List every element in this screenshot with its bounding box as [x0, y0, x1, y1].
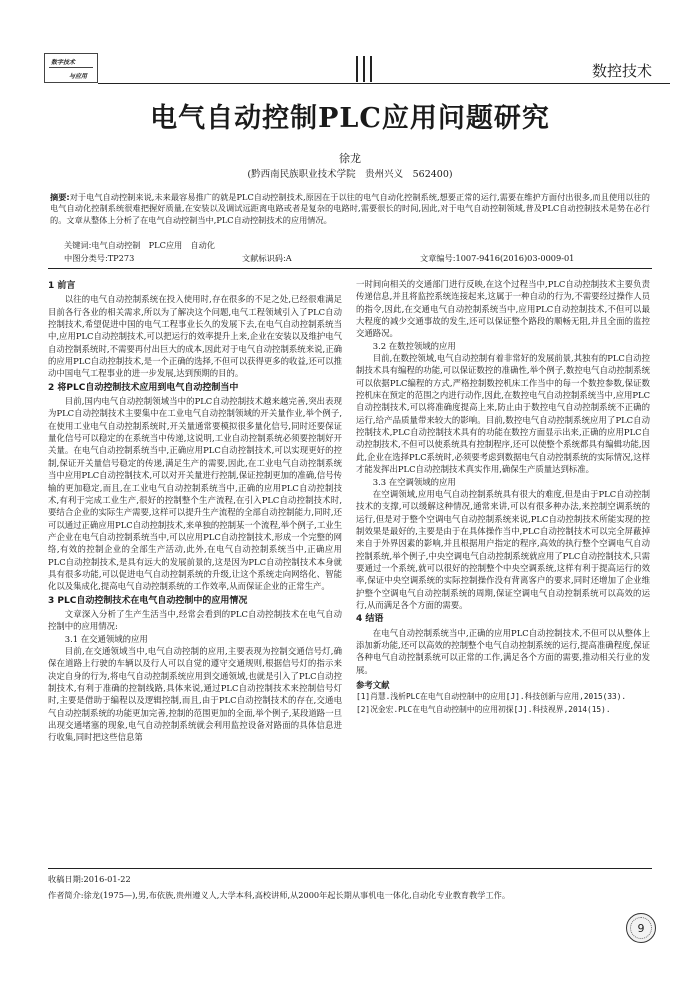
journal-logo — [44, 53, 98, 83]
reference-2: [2]况金宏.PLC在电气自动控制中的应用初探[J].科技视界,2014(15). — [356, 704, 611, 714]
section-heading-4: 4 结语 — [356, 614, 384, 625]
paragraph: 目前,在数控领域,电气自动控制有着非常好的发展前景,其独有的PLC自动控制技术具有编程的功能,可以保证数控的准确性,举个例子,数控电气自动控制系统可以依据PLC编程的方式,严格控制数控机床工作当中的每一个数控参数,保证数控机床在预定的范围之内进行动作,因此,在数控电气自动控制系统当中,应用PLC自动控制技术,可以将准确度提高上来,防止由于数控电气自动控制系统不正确的运行,给产品质量带来较大的影响。目前,数控电气自动控制系统应用了PLC自动控制技术,PLC自动控制技术具有的功能在数控方面显示出来,正确的应用PLC自动控制技术,不但可以使系统具有控制程序,还可以使整个系统都具有编辑功能,因此,企业在选择PLC系统时,必须要考虑到数据电气自动控制系统的实际情况,这样才能发挥出PLC自动控制技术真实作用,确保生产质量达到标准。 — [356, 353, 650, 475]
article-no-value: 1007-9416(2016)03-0009-01 — [455, 253, 575, 263]
paragraph: 在电气自动控制系统当中,正确的应用PLC自动控制技术,不但可以从整体上添加新功能,还可以高效的控制整个电气自动控制系统的运行,提高准确程度,保证各种电气自动控制系统可以正常的工作,满足各个方面的需要,推动相关行业的发展。 — [356, 627, 650, 675]
paper-title: 电气自动控制PLC应用问题研究 — [150, 103, 550, 134]
doc-code-value: A — [285, 253, 292, 263]
paragraph: 文章深入分析了生产生活当中,经常会看到的PLC自动控制技术在电气自动控制中的应用情况: — [48, 608, 342, 632]
subsection-heading-3-2: 3.2 在数控领域的应用 — [372, 340, 456, 351]
clc-number — [64, 253, 134, 264]
page-number: 9 — [637, 922, 645, 935]
document-code — [242, 253, 292, 264]
paragraph: 目前,在交通领域当中,电气自动控制的应用,主要表现为控制交通信号灯,确保在道路上行驶的车辆以及行人可以自觉的遵守交通规则,根据信号灯的指示来决定自身的行为,将电气自动控制系统应用到交通领域,也就是引入了PLC自动控制技术,有利于准确的控制线路,具体来说,通过PLC自动控制技术来控制信号灯时,主要是借助于编程以及逻辑控制,而且,由于PLC自动控制技术的存在,交通电气自动控制系统的功能更加完善,控制的范围更加的全面,举个例子,某段道路一旦出现交通堵塞的现象,电气自动控制系统就会利用监控设备对路面的具体信息进行收集,同时把这些信息第 — [48, 645, 342, 743]
left-column — [48, 278, 342, 744]
references-title: 参考文献 — [356, 680, 390, 690]
keywords — [64, 240, 215, 251]
abstract — [50, 192, 650, 226]
article-number — [420, 253, 574, 264]
section-name: 数控技术 — [591, 62, 652, 80]
subsection-heading-3-3: 3.3 在空调领域的应用 — [372, 476, 456, 487]
keywords-label: 关键词: — [64, 240, 92, 250]
header-bars-ornament — [356, 56, 376, 82]
right-column — [356, 278, 650, 716]
paragraph: 以往的电气自动控制系统在投入使用时,存在很多的不足之处,已经很难满足目前各行各业的相关需求,所以为了解决这个问题,电气工程领域引入了PLC自动控制技术,希望促进中国的电气工程事业长久的发展下去,在电气自动控制系统当中,应用PLC自动控制技术,可以把运行的效率提升上来,企业在安装以及维护电气自动控制系统时,不需要再付出巨大的成本,因此对于电气自动控制系统来说,正确的应用PLC自动控制技术,是一个正确的选择,不但可以获得更多的收益,还可以推动中国电气工程事业的进一步发展,达到预期的目的。 — [48, 294, 342, 379]
keywords-text: 电气自动控制 PLC应用 自动化 — [91, 240, 215, 250]
reference-1: [1]肖慧.浅析PLC在电气自动控制中的应用[J].科技创新与应用,2015(33). — [356, 692, 627, 702]
abstract-text: 对于电气自动控制来说,未来最容易推广的就是PLC自动控制技术,原因在于以往的电气自动化控制系统,想要正常的运行,需要在维护方面付出很多,而且使用以往的电气自动化控制系统很难把握好质量,在安装以及调试远距离电路或者是复杂的电路时,需要很长的时间,因此,对于电气自动控制领域,普及PLC自动控制技术是势在必行的。文章从整体上分析了在电气自动控制当中,PLC自动控制技术的应用情况。 — [50, 192, 650, 225]
author-bio: 作者简介:徐龙(1975—),男,布依族,贵州遵义人,大学本科,高校讲师,从2000年起长期从事机电一体化,自动化专业教育教学工作。 — [48, 890, 511, 900]
received-date: 收稿日期:2016-01-22 — [48, 874, 131, 884]
section-heading-2: 2 将PLC自动控制技术应用到电气自动控制当中 — [48, 382, 239, 393]
section-heading-3: 3 PLC自动控制技术在电气自动控制中的应用情况 — [48, 595, 248, 606]
section-heading-1: 1 前言 — [48, 281, 76, 291]
paragraph: 目前,国内电气自动控制领域当中的PLC自动控制技术越来越完善,突出表现为PLC自动控制技术主要集中在工业电气自动控制领域的开关量作业,举个例子,在使用工业电气自动控制系统时,开关量通常要模拟很多量化信号,同时还要保证量化信号可以稳定的在系统当中传递,这说明,工业自动控制系统必须要控制好开关量。在电气自动控制系统当中,正确应用PLC自动控制技术,可以实现更好的控制,保证开关量信号稳定的传递,满足生产的需要,因此,在工业电气自动控制系统当中应用PLC自动控制技术,可以对开关量进行控制,保证控制更加的准确,信号传输的更加稳定,而且,在工业电气自动控制系统当中,正确的应用PLC自动控制技术,有利于完成工业生产,很好的控制整个生产流程,在引入PLC自动控制技术时,要结合企业的实际生产需要,这样可以提升生产流程的全部自动控制能力,同时,还可以通过正确应用PLC自动控制技术,来单独的控制某一个流程,举个例子,工业生产企业在电气自动控制系统当中,可以应用PLC自动控制技术,形成一个完整的网络,有效的控制企业的全部生产活动,此外,在电气自动控制系统当中,正确应用PLC自动控制技术,是具有远大的发展前景的,这是因为PLC自动控制技术本身就具有很多功能,可以促进电气自动控制系统的升级,让这个系统走向网络化、智能化以及集成化,提高电气自动控制系统的工作效率,从而保证企业的正常生产。 — [48, 396, 342, 592]
doc-code-label: 文献标识码: — [242, 253, 286, 263]
article-no-label: 文章编号: — [420, 253, 456, 263]
paragraph: 一时间向相关的交通部门进行反映,在这个过程当中,PLC自动控制技术主要负责传递信息,并且将监控系统连接起来,这属于一种自动的行为,不需要经过操作人员的指令,因此,在交通电气自动控制系统当中,应用PLC自动控制技术,不但可以最大程度的减少交通事故的发生,还可以保证整个路段的顺畅无阻,并且全面的监控交通路况。 — [356, 279, 650, 339]
page-number-badge — [626, 913, 656, 943]
author-name: 徐龙 — [339, 152, 361, 165]
clc-label: 中图分类号: — [64, 253, 108, 263]
subsection-heading-3-1: 3.1 在交通领域的应用 — [64, 633, 148, 644]
logo-bottom-text: 与应用 — [69, 73, 88, 80]
abstract-rule — [48, 268, 652, 269]
author-affiliation: (黔西南民族职业技术学院 贵州兴义 562400) — [247, 169, 453, 180]
page-header — [30, 54, 670, 84]
footer-rule — [48, 868, 652, 869]
logo-divider — [49, 67, 93, 68]
logo-top-text: 数字技术 — [51, 59, 76, 66]
header-rule — [98, 83, 670, 84]
clc-value: TP273 — [107, 253, 135, 263]
abstract-label: 摘要: — [50, 192, 70, 202]
paragraph: 在空调领域,应用电气自动控制系统具有很大的难度,但是由于PLC自动控制技术的支撑,可以缓解这种情况,通常来讲,可以有很多种办法,来控制空调系统的运行,但是对于整个空调电气自动控制系统来说,PLC自动控制技术所能实现的控制效果是最好的,主要是由于在具体操作当中,PLC自动控制技术可以完全屏蔽掉来自于外界因素的影响,并且根据用户指定的程序,高效的执行整个空调电气自动控制系统,举个例子,中央空调电气自动控制系统就应用了PLC自动控制技术,只需要通过一个系统,就可以很好的控制整个中央空调系统,这样有利于提高运行的效率,保证中央空调系统的实际控制操作没有背离客户的要求,同时还增加了企业维护整个空调电气自动控制系统的周期,保证空调电气自动控制系统可以高效的运行,从而满足各个方面的需要。 — [356, 488, 650, 610]
